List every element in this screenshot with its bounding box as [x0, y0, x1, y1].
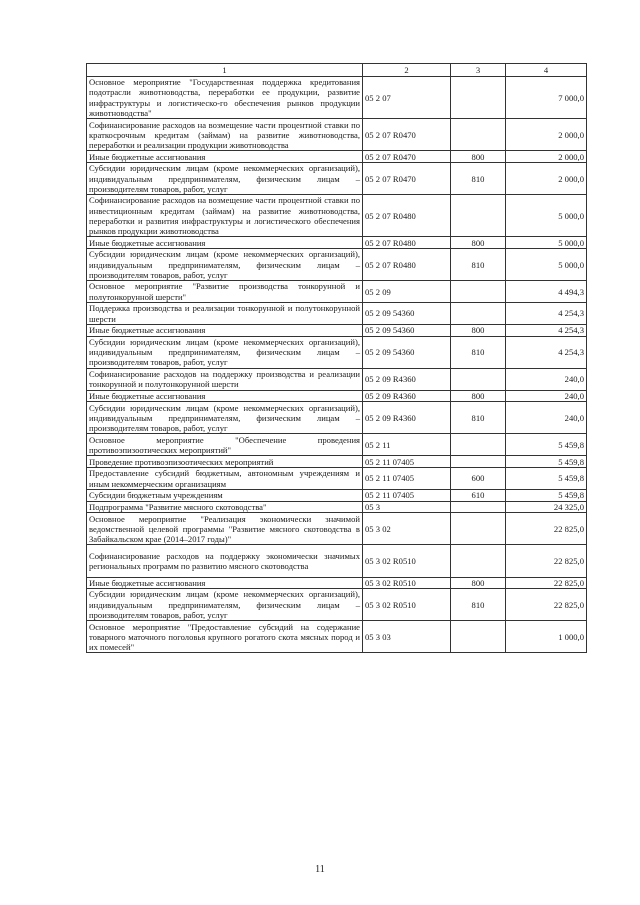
row-type: 800	[451, 390, 506, 402]
row-type: 810	[451, 589, 506, 621]
row-type: 600	[451, 468, 506, 490]
row-sum: 22 825,0	[506, 589, 587, 621]
row-name: Основное мероприятие "Развитие производства тонкорунной и полутонкорунной шерсти"	[87, 281, 363, 303]
row-code: 05 3 03	[363, 621, 451, 653]
row-sum: 2 000,0	[506, 119, 587, 151]
row-code: 05 2 07 R0480	[363, 237, 451, 249]
row-code: 05 2 09 54360	[363, 325, 451, 337]
row-name: Проведение противоэпизоотических мероприятий	[87, 456, 363, 468]
row-type: 810	[451, 163, 506, 195]
row-code: 05 2 09 54360	[363, 303, 451, 325]
row-type	[451, 119, 506, 151]
row-sum: 5 000,0	[506, 249, 587, 281]
row-type	[451, 195, 506, 237]
row-name: Иные бюджетные ассигнования	[87, 577, 363, 589]
table-row	[87, 303, 587, 325]
row-sum: 240,0	[506, 368, 587, 390]
table-row	[87, 325, 587, 337]
header-row	[87, 64, 587, 77]
row-type: 610	[451, 489, 506, 501]
row-type: 800	[451, 237, 506, 249]
row-name: Подпрограмма "Развитие мясного скотоводства"	[87, 501, 363, 513]
table-row	[87, 119, 587, 151]
table-row	[87, 589, 587, 621]
table-row	[87, 281, 587, 303]
row-type: 810	[451, 249, 506, 281]
row-sum: 4 254,3	[506, 303, 587, 325]
row-code: 05 2 07 R0470	[363, 151, 451, 163]
table-row	[87, 545, 587, 577]
row-code: 05 2 09 R4360	[363, 368, 451, 390]
page-number: 11	[315, 864, 325, 875]
table-row	[87, 577, 587, 589]
row-name: Иные бюджетные ассигнования	[87, 237, 363, 249]
row-sum: 240,0	[506, 402, 587, 434]
table-row	[87, 434, 587, 456]
row-name: Субсидии юридическим лицам (кроме некоммерческих организаций), индивидуальным предпринимателям, физическим лицам – производителям товаров, работ, услуг	[87, 336, 363, 368]
table-row	[87, 336, 587, 368]
budget-table	[86, 63, 587, 653]
row-code: 05 2 07 R0480	[363, 249, 451, 281]
row-code: 05 3 02	[363, 513, 451, 545]
row-name: Иные бюджетные ассигнования	[87, 325, 363, 337]
row-code: 05 2 09	[363, 281, 451, 303]
table-row	[87, 249, 587, 281]
row-type	[451, 621, 506, 653]
row-name: Субсидии юридическим лицам (кроме некоммерческих организаций), индивидуальным предпринимателям, физическим лицам – производителям товаров, работ, услуг	[87, 589, 363, 621]
table-row	[87, 468, 587, 490]
row-sum: 2 000,0	[506, 163, 587, 195]
row-type: 800	[451, 577, 506, 589]
row-code: 05 2 09 54360	[363, 336, 451, 368]
row-code: 05 2 07 R0480	[363, 195, 451, 237]
row-type	[451, 513, 506, 545]
row-name: Иные бюджетные ассигнования	[87, 151, 363, 163]
row-code: 05 2 11 07405	[363, 489, 451, 501]
row-sum: 24 325,0	[506, 501, 587, 513]
row-type	[451, 545, 506, 577]
row-code: 05 3	[363, 501, 451, 513]
table-row	[87, 390, 587, 402]
row-sum: 5 459,8	[506, 489, 587, 501]
row-sum: 5 000,0	[506, 195, 587, 237]
row-type	[451, 303, 506, 325]
row-name: Субсидии бюджетным учреждениям	[87, 489, 363, 501]
header-col-sum: 4	[506, 64, 587, 77]
row-sum: 5 459,8	[506, 468, 587, 490]
table-row	[87, 151, 587, 163]
table-row	[87, 501, 587, 513]
row-type	[451, 77, 506, 119]
row-code: 05 2 11	[363, 434, 451, 456]
row-code: 05 3 02 R0510	[363, 577, 451, 589]
table-body	[87, 77, 587, 653]
row-sum: 5 459,8	[506, 456, 587, 468]
table-row	[87, 402, 587, 434]
row-type: 810	[451, 336, 506, 368]
row-sum: 22 825,0	[506, 545, 587, 577]
row-type: 810	[451, 402, 506, 434]
table-row	[87, 77, 587, 119]
row-name: Субсидии юридическим лицам (кроме некоммерческих организаций), индивидуальным предпринимателям, физическим лицам – производителям товаров, работ, услуг	[87, 163, 363, 195]
row-code: 05 2 11 07405	[363, 456, 451, 468]
table-row	[87, 489, 587, 501]
table-row	[87, 368, 587, 390]
header-col-type: 3	[451, 64, 506, 77]
row-name: Софинансирование расходов на поддержку экономически значимых региональных программ по развитию мясного скотоводства	[87, 545, 363, 577]
table-row	[87, 195, 587, 237]
row-name: Предоставление субсидий бюджетным, автономным учреждениям и иным некоммерческим организациям	[87, 468, 363, 490]
table-row	[87, 163, 587, 195]
row-sum: 22 825,0	[506, 577, 587, 589]
row-sum: 5 000,0	[506, 237, 587, 249]
table-row	[87, 456, 587, 468]
row-sum: 22 825,0	[506, 513, 587, 545]
row-name: Основное мероприятие "Реализация экономически значимой ведомственной целевой программы "Развитие мясного скотоводства в Забайкальском крае (2014–2017 годы)"	[87, 513, 363, 545]
table-header	[87, 64, 587, 77]
row-name: Субсидии юридическим лицам (кроме некоммерческих организаций), индивидуальным предпринимателям, физическим лицам – производителям товаров, работ, услуг	[87, 249, 363, 281]
row-code: 05 2 09 R4360	[363, 402, 451, 434]
row-sum: 4 254,3	[506, 336, 587, 368]
row-name: Основное мероприятие "Предоставление субсидий на содержание товарного маточного поголовья крупного рогатого скота мясных пород и их помесей"	[87, 621, 363, 653]
row-name: Субсидии юридическим лицам (кроме некоммерческих организаций), индивидуальным предпринимателям, физическим лицам – производителям товаров, работ, услуг	[87, 402, 363, 434]
row-sum: 1 000,0	[506, 621, 587, 653]
row-name: Иные бюджетные ассигнования	[87, 390, 363, 402]
row-type	[451, 456, 506, 468]
header-col-name: 1	[87, 64, 363, 77]
row-code: 05 2 09 R4360	[363, 390, 451, 402]
row-code: 05 2 07	[363, 77, 451, 119]
table-row	[87, 513, 587, 545]
table-row	[87, 237, 587, 249]
row-name: Основное мероприятие "Обеспечение проведения противоэпизоотических мероприятий"	[87, 434, 363, 456]
row-type	[451, 501, 506, 513]
row-code: 05 3 02 R0510	[363, 545, 451, 577]
row-sum: 4 494,3	[506, 281, 587, 303]
row-sum: 4 254,3	[506, 325, 587, 337]
row-code: 05 2 07 R0470	[363, 119, 451, 151]
header-col-code: 2	[363, 64, 451, 77]
row-sum: 5 459,8	[506, 434, 587, 456]
row-type: 800	[451, 325, 506, 337]
table-row	[87, 621, 587, 653]
row-type	[451, 434, 506, 456]
row-name: Софинансирование расходов на возмещение части процентной ставки по инвестиционным кредитам (займам) на развитие животноводства, переработки и развития инфраструктуры и логистического обеспечения рынков продукции животноводства	[87, 195, 363, 237]
row-name: Основное мероприятие "Государственная поддержка кредитования подотрасли животноводства, переработки ее продукции, развитие инфраструктуры и логистическо-го обеспечения рынков продукции животноводства"	[87, 77, 363, 119]
row-code: 05 2 11 07405	[363, 468, 451, 490]
row-sum: 7 000,0	[506, 77, 587, 119]
row-name: Софинансирование расходов на возмещение части процентной ставки по краткосрочным кредитам (займам) на развитие животноводства, переработки и реализации продукции животноводства	[87, 119, 363, 151]
row-code: 05 3 02 R0510	[363, 589, 451, 621]
row-type	[451, 281, 506, 303]
row-sum: 240,0	[506, 390, 587, 402]
row-code: 05 2 07 R0470	[363, 163, 451, 195]
row-sum: 2 000,0	[506, 151, 587, 163]
row-name: Софинансирование расходов на поддержку производства и реализации тонкорунной и полутонкорунной шерсти	[87, 368, 363, 390]
row-name: Поддержка производства и реализации тонкорунной и полутонкорунной шерсти	[87, 303, 363, 325]
row-type: 800	[451, 151, 506, 163]
row-type	[451, 368, 506, 390]
